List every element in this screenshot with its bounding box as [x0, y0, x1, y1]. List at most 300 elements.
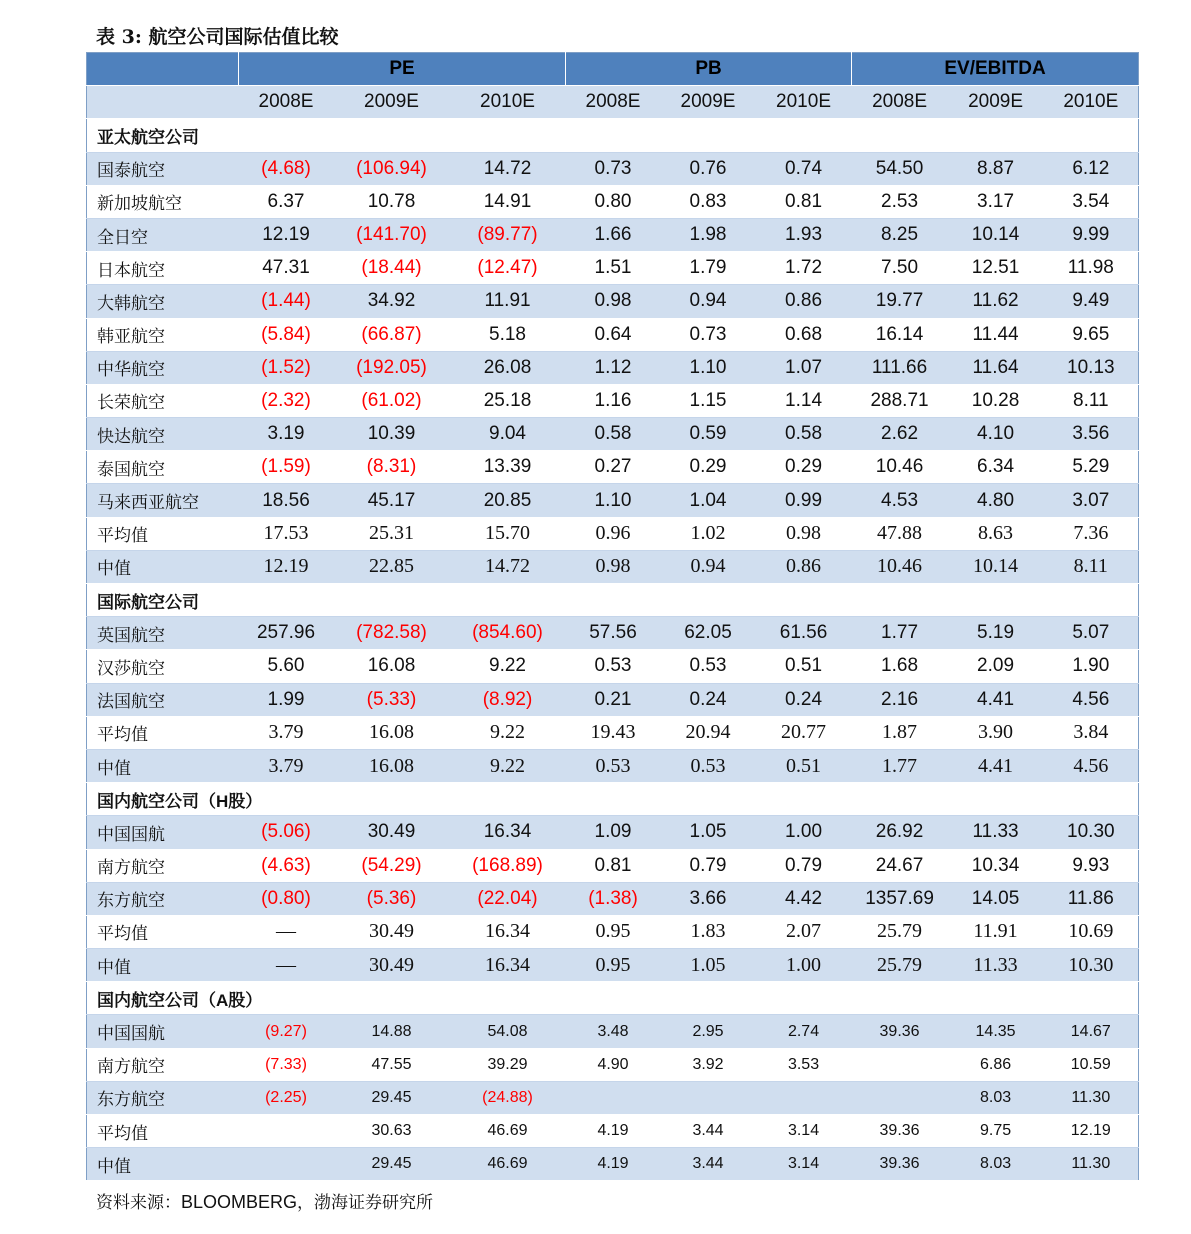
value-cell: 0.21 — [566, 683, 661, 716]
company-name-cell: 平均值 — [87, 517, 239, 550]
value-cell — [852, 1048, 948, 1081]
value-cell: 14.67 — [1044, 1015, 1139, 1048]
value-cell: 1.98 — [661, 218, 756, 251]
value-cell: 10.69 — [1044, 915, 1139, 948]
valuation-table — [86, 52, 1139, 1181]
company-name-cell: 快达航空 — [87, 418, 239, 451]
table-row — [87, 749, 1139, 782]
value-cell: (1.59) — [239, 451, 334, 484]
value-cell: 46.69 — [450, 1115, 566, 1148]
table-row — [87, 218, 1139, 251]
value-cell: 19.43 — [566, 716, 661, 749]
value-cell: 0.53 — [566, 650, 661, 683]
value-cell: — — [239, 949, 334, 982]
value-cell: 62.05 — [661, 617, 756, 650]
value-cell: 8.25 — [852, 218, 948, 251]
corner-cell-2 — [87, 86, 239, 119]
section-label-post: 股） — [228, 990, 263, 1011]
value-cell: 3.56 — [1044, 418, 1139, 451]
value-cell: 11.64 — [948, 351, 1044, 384]
valuation-table-container — [86, 52, 1138, 1181]
value-cell: 19.77 — [852, 285, 948, 318]
section-header-row — [87, 584, 1139, 617]
value-cell: 5.19 — [948, 617, 1044, 650]
value-cell: 2.95 — [661, 1015, 756, 1048]
value-cell: (106.94) — [334, 152, 450, 185]
value-cell: (0.80) — [239, 882, 334, 915]
value-cell: 0.51 — [756, 650, 852, 683]
company-name-cell: 全日空 — [87, 218, 239, 251]
value-cell: 9.22 — [450, 749, 566, 782]
value-cell: 17.53 — [239, 517, 334, 550]
value-cell: 1.16 — [566, 384, 661, 417]
value-cell: 9.65 — [1044, 318, 1139, 351]
value-cell: 61.56 — [756, 617, 852, 650]
table-row — [87, 617, 1139, 650]
value-cell: 4.42 — [756, 882, 852, 915]
value-cell: 10.14 — [948, 218, 1044, 251]
value-cell: 0.98 — [566, 550, 661, 583]
value-cell: 1.04 — [661, 484, 756, 517]
value-cell: 26.92 — [852, 816, 948, 849]
value-cell: 3.44 — [661, 1115, 756, 1148]
value-cell: 7.36 — [1044, 517, 1139, 550]
value-cell: 1.10 — [566, 484, 661, 517]
value-cell: 30.63 — [334, 1115, 450, 1148]
table-row — [87, 949, 1139, 982]
value-cell: (8.31) — [334, 451, 450, 484]
value-cell: 1.05 — [661, 816, 756, 849]
value-cell: 0.73 — [566, 152, 661, 185]
value-cell: 5.18 — [450, 318, 566, 351]
value-cell: 20.94 — [661, 716, 756, 749]
value-cell: 0.58 — [756, 418, 852, 451]
table-row — [87, 517, 1139, 550]
section-label-post: 股） — [228, 791, 263, 812]
value-cell: (1.38) — [566, 882, 661, 915]
value-cell: 14.72 — [450, 550, 566, 583]
table-row — [87, 418, 1139, 451]
company-name-cell: 中华航空 — [87, 351, 239, 384]
value-cell: 11.44 — [948, 318, 1044, 351]
value-cell: 8.11 — [1044, 384, 1139, 417]
value-cell: 9.22 — [450, 650, 566, 683]
company-name-cell: 中值 — [87, 1148, 239, 1181]
value-cell: 39.29 — [450, 1048, 566, 1081]
value-cell: 8.03 — [948, 1081, 1044, 1114]
value-cell: (7.33) — [239, 1048, 334, 1081]
company-name-cell: 东方航空 — [87, 1081, 239, 1114]
value-cell: 30.49 — [334, 816, 450, 849]
source-suffix: ，渤海证券研究所 — [297, 1193, 434, 1213]
table-row — [87, 351, 1139, 384]
value-cell: 0.83 — [661, 185, 756, 218]
value-cell: 0.64 — [566, 318, 661, 351]
value-cell: 0.53 — [661, 749, 756, 782]
value-cell: 3.66 — [661, 882, 756, 915]
value-cell: (66.87) — [334, 318, 450, 351]
section-label: 亚太航空公司 — [87, 119, 1139, 152]
value-cell: 0.81 — [566, 849, 661, 882]
value-cell: 14.05 — [948, 882, 1044, 915]
value-cell: 25.31 — [334, 517, 450, 550]
value-cell: 3.92 — [661, 1048, 756, 1081]
value-cell: 30.49 — [334, 949, 450, 982]
company-name-cell: 马来西亚航空 — [87, 484, 239, 517]
value-cell: 25.79 — [852, 949, 948, 982]
value-cell: 3.79 — [239, 749, 334, 782]
value-cell: 26.08 — [450, 351, 566, 384]
value-cell: 10.30 — [1044, 949, 1139, 982]
value-cell: (12.47) — [450, 252, 566, 285]
value-cell: 15.70 — [450, 517, 566, 550]
value-cell: 288.71 — [852, 384, 948, 417]
company-name-cell: 国泰航空 — [87, 152, 239, 185]
value-cell: 8.63 — [948, 517, 1044, 550]
value-cell: (89.77) — [450, 218, 566, 251]
value-cell: 29.45 — [334, 1148, 450, 1181]
value-cell: 0.86 — [756, 550, 852, 583]
table-row — [87, 716, 1139, 749]
value-cell: 14.88 — [334, 1015, 450, 1048]
year-header: 2008E — [239, 86, 334, 119]
value-cell: 4.56 — [1044, 749, 1139, 782]
value-cell — [661, 1081, 756, 1114]
value-cell: 25.18 — [450, 384, 566, 417]
year-header: 2010E — [450, 86, 566, 119]
value-cell: 11.86 — [1044, 882, 1139, 915]
value-cell: 1.72 — [756, 252, 852, 285]
value-cell: 39.36 — [852, 1015, 948, 1048]
value-cell — [239, 1115, 334, 1148]
company-name-cell: 中值 — [87, 949, 239, 982]
value-cell: 1.12 — [566, 351, 661, 384]
company-name-cell: 长荣航空 — [87, 384, 239, 417]
value-cell: (141.70) — [334, 218, 450, 251]
value-cell: 10.28 — [948, 384, 1044, 417]
year-header: 2008E — [852, 86, 948, 119]
value-cell: 11.30 — [1044, 1081, 1139, 1114]
value-cell: 54.08 — [450, 1015, 566, 1048]
value-cell: 12.19 — [239, 550, 334, 583]
group-header-row — [87, 53, 1139, 86]
value-cell: 2.62 — [852, 418, 948, 451]
year-header: 2010E — [756, 86, 852, 119]
value-cell: 0.98 — [566, 285, 661, 318]
value-cell: 14.35 — [948, 1015, 1044, 1048]
value-cell — [566, 1081, 661, 1114]
value-cell: 45.17 — [334, 484, 450, 517]
value-cell: 10.34 — [948, 849, 1044, 882]
value-cell: 1.77 — [852, 749, 948, 782]
value-cell: 9.22 — [450, 716, 566, 749]
value-cell: 16.08 — [334, 650, 450, 683]
value-cell: 4.19 — [566, 1148, 661, 1181]
company-name-cell: 中国国航 — [87, 816, 239, 849]
value-cell: (22.04) — [450, 882, 566, 915]
value-cell: 0.29 — [756, 451, 852, 484]
value-cell: (24.88) — [450, 1081, 566, 1114]
value-cell: 57.56 — [566, 617, 661, 650]
value-cell: 9.93 — [1044, 849, 1139, 882]
value-cell: (854.60) — [450, 617, 566, 650]
company-name-cell: 大韩航空 — [87, 285, 239, 318]
table-row — [87, 849, 1139, 882]
table-row — [87, 252, 1139, 285]
value-cell: 8.03 — [948, 1148, 1044, 1181]
value-cell: 4.56 — [1044, 683, 1139, 716]
value-cell: 4.41 — [948, 749, 1044, 782]
section-header-row — [87, 783, 1139, 816]
value-cell: 1.99 — [239, 683, 334, 716]
table-row — [87, 451, 1139, 484]
value-cell: 11.33 — [948, 949, 1044, 982]
value-cell: 2.09 — [948, 650, 1044, 683]
section-label-share-class: A — [216, 990, 229, 1010]
value-cell: 10.46 — [852, 451, 948, 484]
value-cell: (4.63) — [239, 849, 334, 882]
source-note — [96, 1188, 433, 1216]
value-cell: 3.48 — [566, 1015, 661, 1048]
value-cell: 0.68 — [756, 318, 852, 351]
value-cell: 22.85 — [334, 550, 450, 583]
value-cell: 1.90 — [1044, 650, 1139, 683]
year-header: 2009E — [661, 86, 756, 119]
value-cell: 1.00 — [756, 816, 852, 849]
value-cell: 39.36 — [852, 1148, 948, 1181]
value-cell: 1.68 — [852, 650, 948, 683]
section-header-row — [87, 982, 1139, 1015]
value-cell: 0.53 — [566, 749, 661, 782]
table-row — [87, 1148, 1139, 1181]
group-header-pe: PE — [239, 53, 566, 86]
table-row — [87, 816, 1139, 849]
value-cell: 20.85 — [450, 484, 566, 517]
value-cell: 46.69 — [450, 1148, 566, 1181]
value-cell: 0.74 — [756, 152, 852, 185]
table-row — [87, 1081, 1139, 1114]
value-cell: (61.02) — [334, 384, 450, 417]
value-cell: 10.39 — [334, 418, 450, 451]
table-row — [87, 1115, 1139, 1148]
value-cell: (8.92) — [450, 683, 566, 716]
value-cell: 0.80 — [566, 185, 661, 218]
value-cell: 14.91 — [450, 185, 566, 218]
value-cell: 1.00 — [756, 949, 852, 982]
section-header-row — [87, 119, 1139, 152]
value-cell: 11.91 — [450, 285, 566, 318]
value-cell: 1.79 — [661, 252, 756, 285]
company-name-cell: 日本航空 — [87, 252, 239, 285]
value-cell: 5.29 — [1044, 451, 1139, 484]
value-cell: 24.67 — [852, 849, 948, 882]
value-cell: 6.34 — [948, 451, 1044, 484]
company-name-cell: 南方航空 — [87, 1048, 239, 1081]
value-cell: 0.96 — [566, 517, 661, 550]
value-cell: 111.66 — [852, 351, 948, 384]
value-cell: 4.10 — [948, 418, 1044, 451]
company-name-cell: 东方航空 — [87, 882, 239, 915]
value-cell: 1.10 — [661, 351, 756, 384]
value-cell: 10.14 — [948, 550, 1044, 583]
value-cell: 11.62 — [948, 285, 1044, 318]
value-cell: 0.79 — [756, 849, 852, 882]
value-cell: 0.27 — [566, 451, 661, 484]
value-cell: 3.14 — [756, 1148, 852, 1181]
table-title: 表 3: 航空公司国际估值比较 — [96, 26, 339, 48]
value-cell: 5.07 — [1044, 617, 1139, 650]
value-cell: 3.19 — [239, 418, 334, 451]
value-cell: 0.58 — [566, 418, 661, 451]
value-cell: 8.11 — [1044, 550, 1139, 583]
table-row — [87, 882, 1139, 915]
value-cell: (192.05) — [334, 351, 450, 384]
value-cell: 1.93 — [756, 218, 852, 251]
value-cell: 12.51 — [948, 252, 1044, 285]
section-label — [87, 982, 1139, 1015]
company-name-cell: 平均值 — [87, 915, 239, 948]
value-cell: 6.37 — [239, 185, 334, 218]
value-cell: 47.88 — [852, 517, 948, 550]
group-header-ev-ebitda: EV/EBITDA — [852, 53, 1139, 86]
value-cell: 0.99 — [756, 484, 852, 517]
value-cell: 13.39 — [450, 451, 566, 484]
value-cell: 3.79 — [239, 716, 334, 749]
company-name-cell: 中值 — [87, 749, 239, 782]
value-cell: 3.07 — [1044, 484, 1139, 517]
value-cell: 2.16 — [852, 683, 948, 716]
value-cell: 16.34 — [450, 816, 566, 849]
source-bloomberg: BLOOMBERG — [181, 1192, 298, 1212]
table-row — [87, 1048, 1139, 1081]
value-cell: 5.60 — [239, 650, 334, 683]
value-cell: 1.77 — [852, 617, 948, 650]
value-cell: 12.19 — [239, 218, 334, 251]
value-cell: 3.17 — [948, 185, 1044, 218]
value-cell: 0.24 — [756, 683, 852, 716]
value-cell: 16.34 — [450, 949, 566, 982]
value-cell: 3.54 — [1044, 185, 1139, 218]
value-cell — [852, 1081, 948, 1114]
section-label-share-class: H — [216, 791, 229, 811]
value-cell: 1.09 — [566, 816, 661, 849]
table-row — [87, 915, 1139, 948]
value-cell: 16.14 — [852, 318, 948, 351]
value-cell: 54.50 — [852, 152, 948, 185]
value-cell: (168.89) — [450, 849, 566, 882]
value-cell: 47.31 — [239, 252, 334, 285]
table-row — [87, 484, 1139, 517]
value-cell: (4.68) — [239, 152, 334, 185]
value-cell: 4.90 — [566, 1048, 661, 1081]
company-name-cell: 法国航空 — [87, 683, 239, 716]
value-cell: 2.53 — [852, 185, 948, 218]
value-cell: 0.79 — [661, 849, 756, 882]
value-cell: 10.59 — [1044, 1048, 1139, 1081]
table-row — [87, 185, 1139, 218]
table-row — [87, 318, 1139, 351]
value-cell: 11.98 — [1044, 252, 1139, 285]
value-cell: 0.86 — [756, 285, 852, 318]
value-cell: (5.33) — [334, 683, 450, 716]
company-name-cell: 平均值 — [87, 716, 239, 749]
value-cell: 9.75 — [948, 1115, 1044, 1148]
company-name-cell: 韩亚航空 — [87, 318, 239, 351]
table-row — [87, 550, 1139, 583]
value-cell: 257.96 — [239, 617, 334, 650]
company-name-cell: 平均值 — [87, 1115, 239, 1148]
table-row — [87, 384, 1139, 417]
value-cell: 0.59 — [661, 418, 756, 451]
value-cell: 3.44 — [661, 1148, 756, 1181]
value-cell: 11.30 — [1044, 1148, 1139, 1181]
year-header: 2009E — [334, 86, 450, 119]
value-cell: 1.87 — [852, 716, 948, 749]
section-label — [87, 783, 1139, 816]
value-cell: 4.53 — [852, 484, 948, 517]
value-cell: 20.77 — [756, 716, 852, 749]
value-cell: 9.04 — [450, 418, 566, 451]
value-cell: (2.25) — [239, 1081, 334, 1114]
table-row — [87, 683, 1139, 716]
value-cell: 34.92 — [334, 285, 450, 318]
value-cell: 1.83 — [661, 915, 756, 948]
value-cell: (5.84) — [239, 318, 334, 351]
value-cell: 0.73 — [661, 318, 756, 351]
value-cell: 0.98 — [756, 517, 852, 550]
value-cell: 12.19 — [1044, 1115, 1139, 1148]
value-cell: 6.86 — [948, 1048, 1044, 1081]
value-cell: 0.81 — [756, 185, 852, 218]
value-cell: 2.74 — [756, 1015, 852, 1048]
value-cell: 16.08 — [334, 716, 450, 749]
value-cell: 1.07 — [756, 351, 852, 384]
company-name-cell: 中国国航 — [87, 1015, 239, 1048]
value-cell: 0.53 — [661, 650, 756, 683]
value-cell: 0.94 — [661, 550, 756, 583]
value-cell: 11.33 — [948, 816, 1044, 849]
value-cell: 1357.69 — [852, 882, 948, 915]
value-cell: 1.02 — [661, 517, 756, 550]
value-cell: 16.08 — [334, 749, 450, 782]
source-prefix: 资料来源： — [96, 1193, 181, 1213]
year-header: 2009E — [948, 86, 1044, 119]
value-cell: 1.15 — [661, 384, 756, 417]
value-cell: 3.84 — [1044, 716, 1139, 749]
company-name-cell: 泰国航空 — [87, 451, 239, 484]
value-cell: 7.50 — [852, 252, 948, 285]
value-cell: — — [239, 915, 334, 948]
value-cell: 3.14 — [756, 1115, 852, 1148]
year-header: 2010E — [1044, 86, 1139, 119]
value-cell: 9.49 — [1044, 285, 1139, 318]
value-cell: 6.12 — [1044, 152, 1139, 185]
value-cell: 47.55 — [334, 1048, 450, 1081]
value-cell: 18.56 — [239, 484, 334, 517]
value-cell: (782.58) — [334, 617, 450, 650]
value-cell: 9.99 — [1044, 218, 1139, 251]
group-header-pb: PB — [566, 53, 852, 86]
value-cell: 0.51 — [756, 749, 852, 782]
value-cell: (1.44) — [239, 285, 334, 318]
value-cell — [239, 1148, 334, 1181]
value-cell: 30.49 — [334, 915, 450, 948]
table-row — [87, 152, 1139, 185]
value-cell: (5.36) — [334, 882, 450, 915]
company-name-cell: 南方航空 — [87, 849, 239, 882]
value-cell — [756, 1081, 852, 1114]
value-cell: 11.91 — [948, 915, 1044, 948]
